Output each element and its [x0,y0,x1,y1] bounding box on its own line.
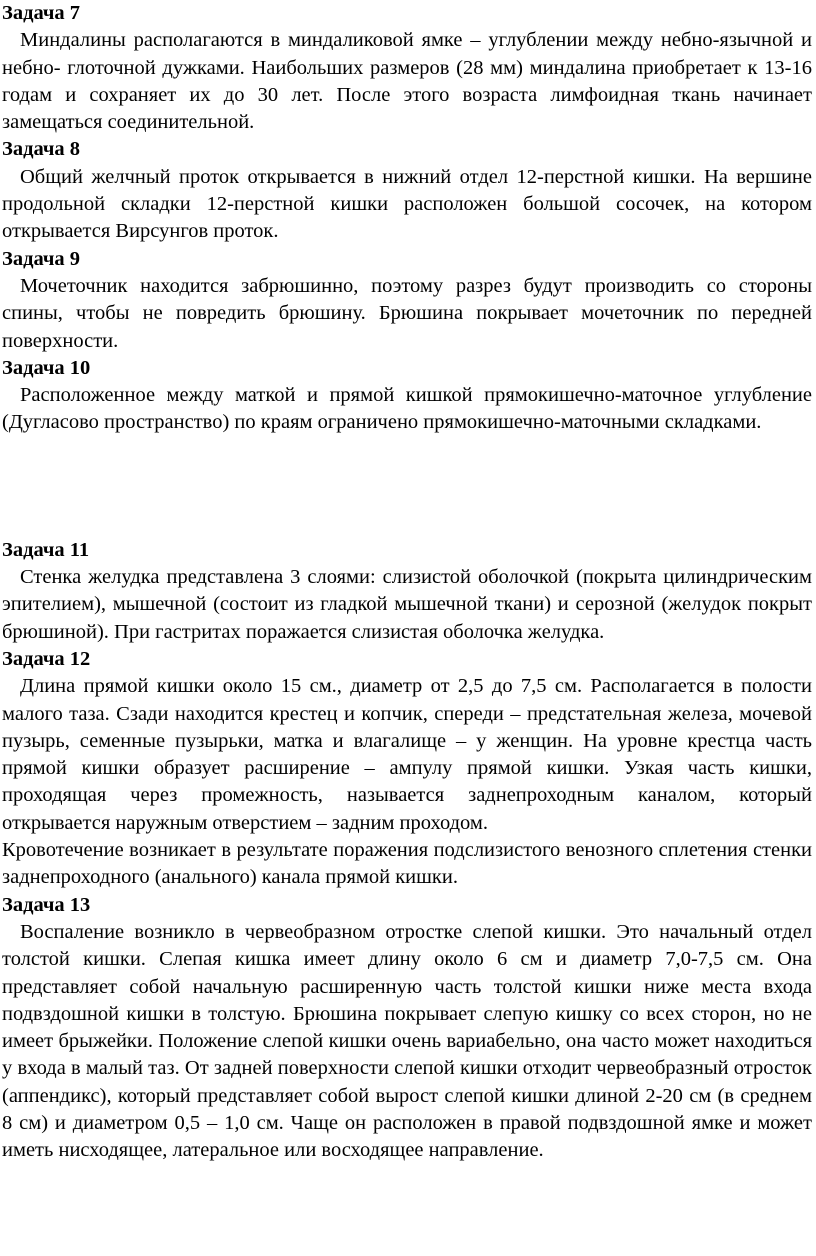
page-break-gap [2,437,812,537]
task-title: Задача 8 [2,138,81,161]
task-answer-paragraph: Стенка желудка представлена 3 слоями: слизистой оболочкой (покрыта цилиндрическим эпителием), мышечной (состоит из гладкой мышечной ткани) и серозной (желудок покрыт брюшиной). При гастритах поражается слизистая оболочка желудка. [2,566,812,643]
task-8 [2,136,812,245]
task-12 [2,646,812,892]
task-title: Задача 12 [2,647,91,670]
task-answer-paragraph: Длина прямой кишки около 15 см., диаметр от 2,5 до 7,5 см. Располагается в полости малого таза. Сзади находится крестец и копчик, спереди – предстательная железа, мочевой пузырь, семенные пузырьки, матка и влагалище – у женщин. На уровне крестца часть прямой кишки образует расширение – ампулу прямой кишки. Узкая часть кишки, проходящая через промежность, называется заднепроходным каналом, который открывается наружным отверстием – задним проходом. [2,675,812,834]
task-answer-paragraph: Расположенное между маткой и прямой кишкой прямокишечно-маточное углубление (Дугласово пространство) по краям ограничено прямокишечно-маточными складками. [2,384,812,434]
task-title: Задача 13 [2,893,91,916]
task-answer-paragraph: Воспаление возникло в червеобразном отростке слепой кишки. Это начальный отдел толстой кишки. Слепая кишка имеет длину около 6 см и диаметр 7,0-7,5 см. Она представляет собой начальную расширенную часть толстой кишки ниже места входа подвздошной кишки в толстую. Брюшина покрывает слепую кишку со всех сторон, но не имеет брыжейки. Положение слепой кишки очень вариабельно, она часто может находиться у входа в малый таз. От задней поверхности слепой кишки отходит червеобразный отросток (аппендикс), который представляет собой вырост слепой кишки длиной 2-20 см (в среднем 8 см) и диаметром 0,5 – 1,0 см. Чаще он расположен в правой подвздошной ямке и может иметь нисходящее, латеральное или восходящее направление. [2,920,812,1162]
task-title: Задача 10 [2,356,91,379]
task-title: Задача 11 [2,538,90,561]
task-title: Задача 7 [2,2,81,24]
task-11 [2,537,812,646]
task-10 [2,355,812,437]
task-7 [2,0,812,136]
task-13 [2,892,812,1165]
task-answer-paragraph: Общий желчный проток открывается в нижний отдел 12-перстной кишки. На вершине продольной складки 12-перстной кишки расположен большой сосочек, на котором открывается Вирсунгов проток. [2,165,812,243]
task-9 [2,246,812,355]
task-title: Задача 9 [2,247,81,270]
task-answer-paragraph: Мочеточник находится забрюшинно, поэтому разрез будут производить со стороны спины, чтобы не повредить брюшину. Брюшина покрывает мочеточник по передней поверхности. [2,274,812,352]
task-answer-paragraph: Кровотечение возникает в результате поражения подслизистого венозного сплетения стенки заднепроходного (анального) канала прямой кишки. [2,839,812,889]
task-answer-paragraph: Миндалины располагаются в миндаликовой ямке – углублении между небно-язычной и небно- глоточной дужками. Наибольших размеров (28 мм) миндалина приобретает к 13-16 годам и сохраняет их до 30 лет. После этого возраста лимфоидная ткань начинает замещаться соединительной. [2,29,812,134]
